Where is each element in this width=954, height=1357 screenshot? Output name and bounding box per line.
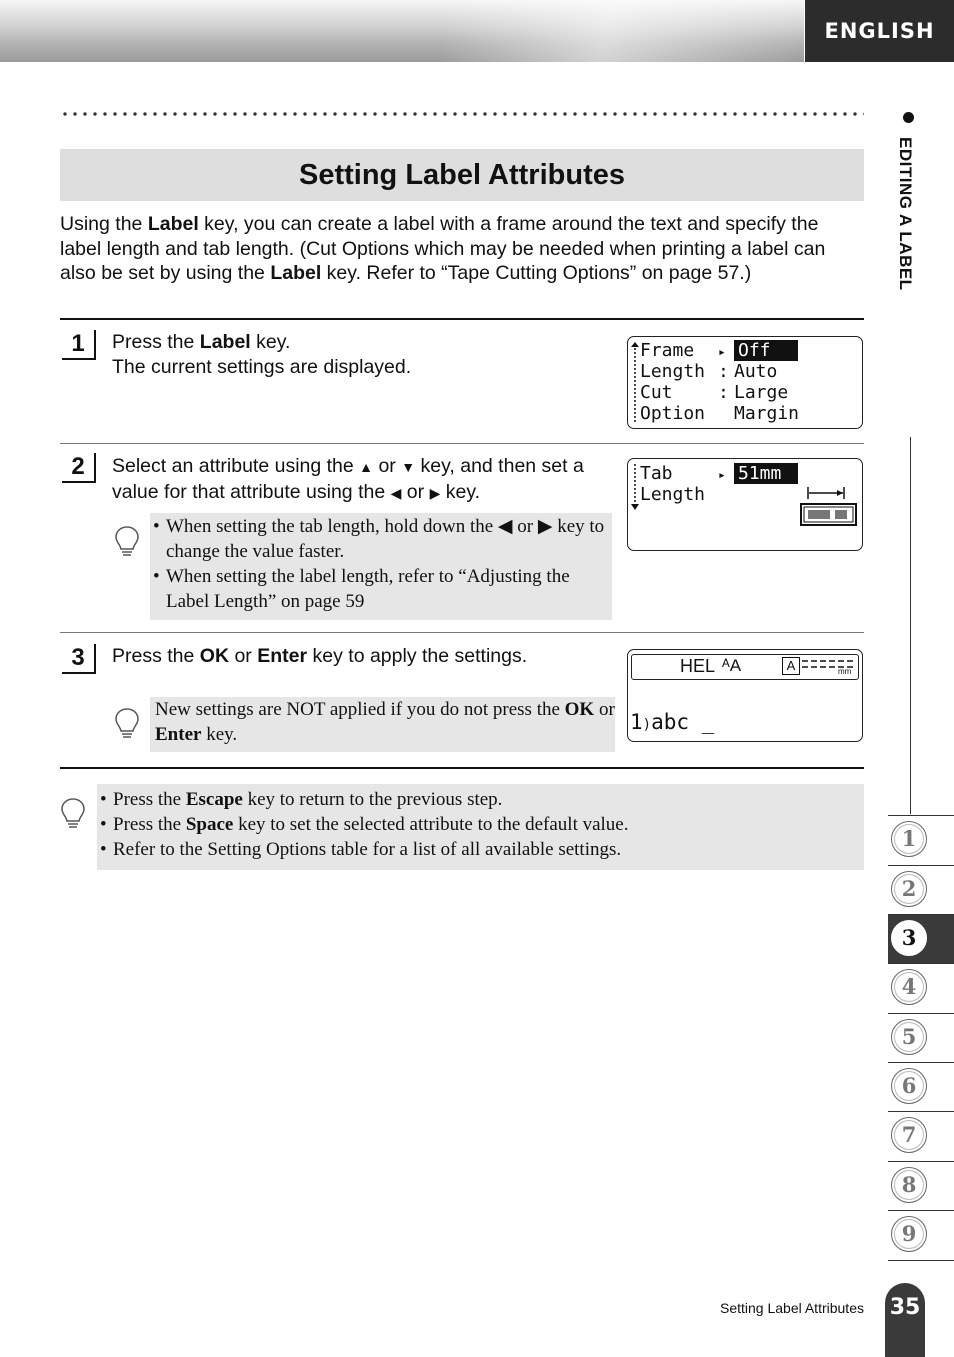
step-2-text-a: Select an attribute using the <box>112 455 360 477</box>
lcd-row-length <box>640 484 705 505</box>
step-1-key: Label <box>199 331 251 353</box>
lcd-label: Length <box>640 361 706 382</box>
step-3-number: 3 <box>62 644 96 674</box>
tip-key: Space <box>185 814 234 835</box>
chapter-tab-3[interactable] <box>888 914 954 964</box>
hint-or: or <box>594 699 615 720</box>
side-vertical-line <box>910 437 911 814</box>
chapter-number: 3 <box>891 920 927 956</box>
scroll-indicator-icon <box>631 342 639 424</box>
chapter-number: 6 <box>891 1068 927 1104</box>
lcd-label: Cut <box>640 382 673 403</box>
hint-key-ok: OK <box>564 699 595 720</box>
lcd-sep: ▸ <box>718 468 726 483</box>
title-bar <box>60 149 864 201</box>
tip-item <box>97 837 864 862</box>
tip-text: Press the <box>113 814 186 835</box>
lcd-display-step-3 <box>627 649 863 742</box>
step-2-number: 2 <box>62 453 96 483</box>
frame-icon: A <box>782 657 800 675</box>
step-1-text-b: key. <box>250 331 291 353</box>
lcd-label: Tab <box>640 463 673 484</box>
tip-key: Escape <box>185 789 243 810</box>
language-label: ENGLISH <box>824 19 935 43</box>
step-2-text <box>112 454 612 506</box>
step-2-text-b: key, and then set a value for that attribute using the <box>112 455 584 503</box>
lightbulb-icon <box>60 797 86 831</box>
step-3-key-ok: OK <box>199 645 230 667</box>
lcd-label: Option <box>640 403 706 424</box>
lcd-value-selected: 51mm <box>734 463 798 484</box>
chapter-tab-6[interactable] <box>888 1062 954 1112</box>
lightbulb-icon <box>114 707 140 741</box>
section-rule-bottom <box>60 767 864 769</box>
tip-text: Press the <box>113 789 186 810</box>
step-divider-1 <box>60 443 864 444</box>
intro-bold-2: Label <box>270 262 322 284</box>
step-2-or: or <box>401 481 430 503</box>
step-1-text-a: Press the <box>112 331 200 353</box>
tab-length-icon <box>806 487 846 499</box>
step-2-hint-box <box>150 513 612 620</box>
step-1-text <box>112 330 411 380</box>
intro-paragraph <box>60 212 860 286</box>
step-3-text-b: key to apply the settings. <box>307 645 528 667</box>
intro-text-1: Using the <box>60 213 148 235</box>
lcd-label: Length <box>640 484 706 505</box>
text-size-icon: ᴬA <box>722 656 742 675</box>
tip-text: key to return to the previous step. <box>242 789 503 810</box>
svg-text:mm: mm <box>838 667 852 674</box>
chapter-tab-2[interactable] <box>888 865 954 915</box>
lcd-row-length <box>640 361 777 382</box>
tape-icon <box>800 503 858 527</box>
header-shine <box>0 0 804 62</box>
lcd-status-text: HEL <box>680 656 716 676</box>
lcd-sep: : <box>718 361 729 382</box>
return-mark-icon: ) <box>642 717 652 733</box>
lcd-value-selected: Off <box>734 340 798 361</box>
chapter-number: 4 <box>891 969 927 1005</box>
chapter-number: 5 <box>891 1019 927 1055</box>
chapter-tab-1[interactable] <box>888 815 954 865</box>
language-tab <box>805 0 954 62</box>
section-rule-top <box>60 318 864 320</box>
lcd-value: Margin <box>734 403 800 424</box>
lcd-row-cut <box>640 382 788 403</box>
chapter-number: 1 <box>891 821 927 857</box>
lcd-row-frame <box>640 340 798 363</box>
lcd-line-number: 1 <box>630 710 643 734</box>
step-3-hint-box <box>150 697 615 752</box>
scroll-indicator-icon <box>631 464 639 510</box>
tip-text: Refer to the Setting Options table for a list of all available settings. <box>113 839 622 860</box>
tip-text: key to set the selected attribute to the default value. <box>233 814 629 835</box>
label-length-icon <box>802 658 856 674</box>
step-3-key-enter: Enter <box>257 645 308 667</box>
lightbulb-icon <box>114 525 140 559</box>
chapter-number: 7 <box>891 1117 927 1153</box>
chapter-tab-8[interactable] <box>888 1161 954 1211</box>
chapter-tab-7[interactable] <box>888 1111 954 1161</box>
step-1-number: 1 <box>62 330 96 360</box>
step-3-text-a: Press the <box>112 645 200 667</box>
hint-text-a: New settings are NOT applied if you do not press the <box>155 699 565 720</box>
cursor-icon: _ <box>689 710 715 734</box>
step-1-line-2: The current settings are displayed. <box>112 356 412 378</box>
hint-key-enter: Enter <box>155 724 202 745</box>
chapter-tab-4[interactable] <box>888 963 954 1013</box>
chapter-number: 9 <box>891 1216 927 1252</box>
hint-text-b: key. <box>201 724 238 745</box>
chapter-tab-5[interactable] <box>888 1013 954 1063</box>
lcd-status-bar <box>631 654 859 680</box>
dotted-divider <box>60 111 864 117</box>
lcd-text-content: abc <box>651 710 690 734</box>
lcd-row-option <box>640 403 799 424</box>
tip-item <box>97 812 864 837</box>
step-divider-2 <box>60 632 864 633</box>
step-3-or: or <box>229 645 258 667</box>
up-arrow-icon: ▲ <box>359 459 374 475</box>
lcd-value: Auto <box>734 361 778 382</box>
hint-item: • When setting the label length, refer to “Adjusting the Label Length” on page 59 <box>150 564 612 614</box>
lcd-label: Frame <box>640 340 695 361</box>
footer-section-title: Setting Label Attributes <box>720 1300 864 1316</box>
lcd-row-tab <box>640 463 798 486</box>
down-arrow-icon: ▼ <box>401 459 416 475</box>
lcd-edit-line <box>630 710 714 737</box>
page-title: Setting Label Attributes <box>299 158 625 191</box>
side-section-text: EDITING A LABEL <box>896 137 915 291</box>
lcd-display-step-2 <box>627 458 863 551</box>
lcd-sep: : <box>718 382 729 403</box>
chapter-tab-9[interactable] <box>888 1210 954 1261</box>
step-2-or: or <box>373 455 402 477</box>
lcd-display-step-1 <box>627 336 863 429</box>
step-2-text-c: key. <box>440 481 481 503</box>
right-arrow-icon: ▶ <box>429 485 441 501</box>
left-arrow-icon: ◀ <box>390 485 402 501</box>
intro-text-2: key, you can create a label with a frame around the text and specify the label length and tab length. (Cut Options which may be needed when printing a label can also be set by using the <box>60 213 826 284</box>
step-3-text <box>112 644 527 669</box>
lcd-sep: ▸ <box>718 345 726 360</box>
chapter-number: 8 <box>891 1167 927 1203</box>
tip-item <box>97 787 864 812</box>
chapter-number: 2 <box>891 871 927 907</box>
tips-box <box>97 784 864 870</box>
side-section-label <box>893 112 923 322</box>
intro-bold-1: Label <box>147 213 199 235</box>
hint-item: • When setting the tab length, hold down the ◀ or ▶ key to change the value faster. <box>150 514 612 564</box>
intro-text-3: key. Refer to “Tape Cutting Options” on page 57.) <box>321 262 752 284</box>
lcd-value: Large <box>734 382 789 403</box>
page-number: 35 <box>885 1283 925 1357</box>
